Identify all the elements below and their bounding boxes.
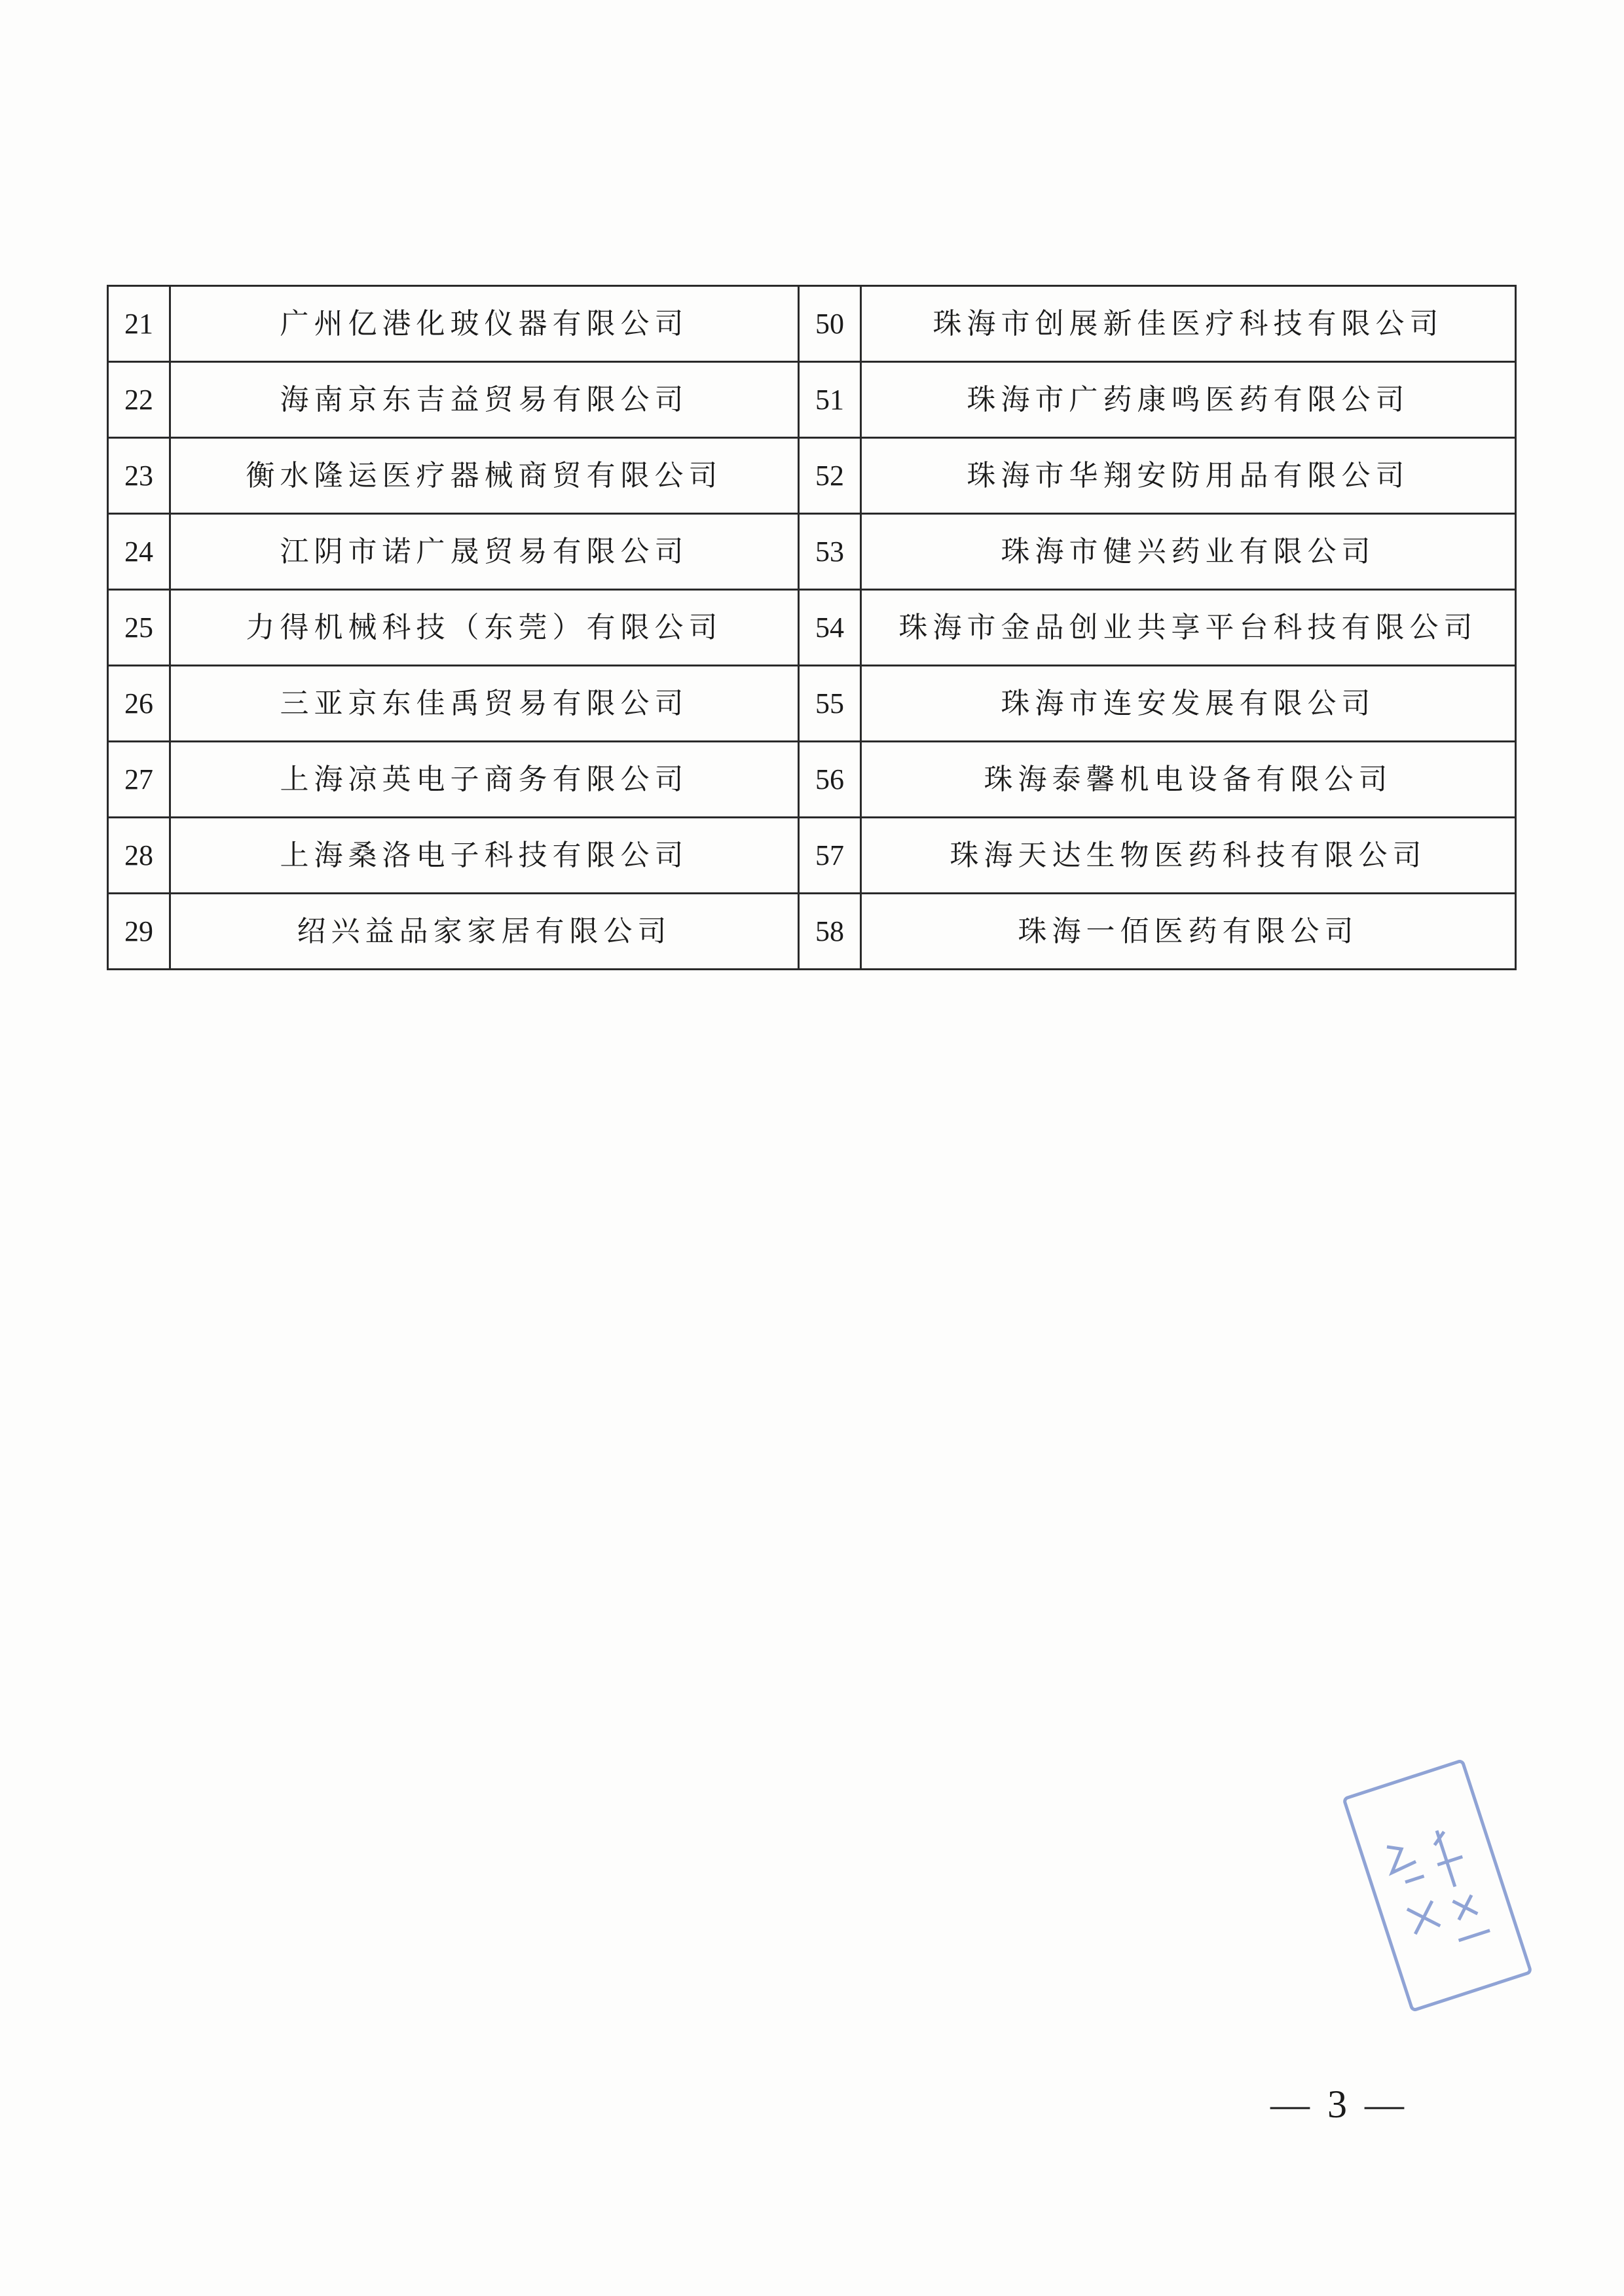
company-name-right: 珠海泰馨机电设备有限公司 <box>861 742 1516 818</box>
table-row <box>108 590 1516 666</box>
row-number-left: 23 <box>108 438 170 514</box>
company-table-body <box>108 286 1516 970</box>
row-number-right: 55 <box>799 666 861 742</box>
row-number-left: 29 <box>108 894 170 970</box>
company-name-right: 珠海市健兴药业有限公司 <box>861 514 1516 590</box>
company-name-right: 珠海市广药康鸣医药有限公司 <box>861 362 1516 438</box>
row-number-left: 26 <box>108 666 170 742</box>
company-name-left: 上海桑洛电子科技有限公司 <box>170 818 799 894</box>
table-row <box>108 894 1516 970</box>
company-name-left: 海南京东吉益贸易有限公司 <box>170 362 799 438</box>
company-name-right: 珠海一佰医药有限公司 <box>861 894 1516 970</box>
table-row <box>108 818 1516 894</box>
table-row <box>108 514 1516 590</box>
table-row <box>108 666 1516 742</box>
seal-border <box>1344 1760 1531 2011</box>
row-number-left: 21 <box>108 286 170 362</box>
company-name-left: 上海凉英电子商务有限公司 <box>170 742 799 818</box>
row-number-left: 25 <box>108 590 170 666</box>
company-name-right: 珠海市连安发展有限公司 <box>861 666 1516 742</box>
row-number-right: 58 <box>799 894 861 970</box>
table-row <box>108 286 1516 362</box>
row-number-left: 24 <box>108 514 170 590</box>
company-name-right: 珠海天达生物医药科技有限公司 <box>861 818 1516 894</box>
company-name-left: 衡水隆运医疗器械商贸有限公司 <box>170 438 799 514</box>
row-number-left: 27 <box>108 742 170 818</box>
row-number-right: 54 <box>799 590 861 666</box>
company-name-left: 广州亿港化玻仪器有限公司 <box>170 286 799 362</box>
company-name-right: 珠海市创展新佳医疗科技有限公司 <box>861 286 1516 362</box>
company-name-right: 珠海市华翔安防用品有限公司 <box>861 438 1516 514</box>
table-row <box>108 742 1516 818</box>
table-row <box>108 362 1516 438</box>
company-name-left: 江阴市诺广晟贸易有限公司 <box>170 514 799 590</box>
seal-glyph-strokes <box>1384 1839 1440 1935</box>
official-seal-stamp <box>1327 1744 1547 2027</box>
company-name-left: 三亚京东佳禹贸易有限公司 <box>170 666 799 742</box>
row-number-left: 28 <box>108 818 170 894</box>
row-number-right: 51 <box>799 362 861 438</box>
row-number-right: 52 <box>799 438 861 514</box>
company-name-right: 珠海市金品创业共享平台科技有限公司 <box>861 590 1516 666</box>
row-number-left: 22 <box>108 362 170 438</box>
company-name-left: 力得机械科技（东莞）有限公司 <box>170 590 799 666</box>
row-number-right: 50 <box>799 286 861 362</box>
row-number-right: 53 <box>799 514 861 590</box>
row-number-right: 57 <box>799 818 861 894</box>
company-list-table <box>107 285 1517 970</box>
row-number-right: 56 <box>799 742 861 818</box>
company-name-left: 绍兴益品家家居有限公司 <box>170 894 799 970</box>
table-row <box>108 438 1516 514</box>
page-number: — 3 — <box>1270 2083 1408 2126</box>
